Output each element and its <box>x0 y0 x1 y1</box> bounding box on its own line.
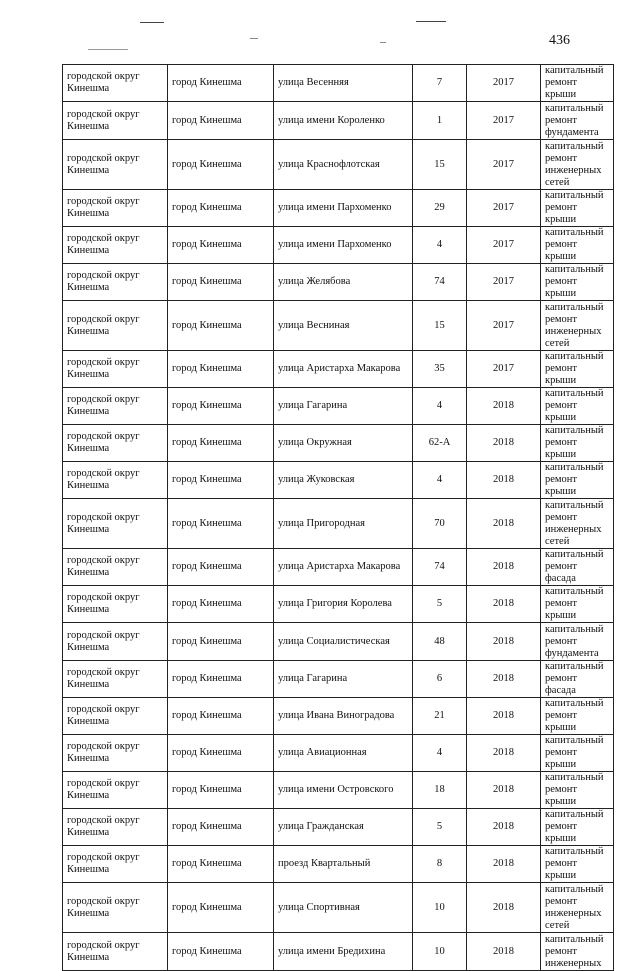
table-row <box>63 351 614 388</box>
table-row <box>63 140 614 190</box>
year-cell: 2017 <box>467 301 541 351</box>
work-type-cell: капитальный ремонт крыши <box>541 735 614 772</box>
year-cell: 2017 <box>467 190 541 227</box>
work-type-cell: капитальный ремонт крыши <box>541 227 614 264</box>
year-cell: 2018 <box>467 772 541 809</box>
city-cell: город Кинешма <box>168 65 274 102</box>
table-row <box>63 933 614 971</box>
district-cell: городской округ Кинешма <box>63 735 168 772</box>
house-number-cell: 15 <box>413 140 467 190</box>
city-cell: город Кинешма <box>168 102 274 140</box>
scan-mark <box>88 49 128 50</box>
street-cell: улица имени Короленко <box>274 102 413 140</box>
city-cell: город Кинешма <box>168 933 274 971</box>
work-type-cell: капитальный ремонт фасада <box>541 549 614 586</box>
year-cell: 2018 <box>467 846 541 883</box>
table-row <box>63 846 614 883</box>
housing-repair-table <box>62 64 614 971</box>
work-type-cell: капитальный ремонт инженерных сетей <box>541 301 614 351</box>
house-number-cell: 8 <box>413 846 467 883</box>
street-cell: улица Ивана Виноградова <box>274 698 413 735</box>
work-type-cell: капитальный ремонт крыши <box>541 846 614 883</box>
house-number-cell: 10 <box>413 883 467 933</box>
table-row <box>63 549 614 586</box>
city-cell: город Кинешма <box>168 883 274 933</box>
work-type-cell: капитальный ремонт крыши <box>541 264 614 301</box>
table-row <box>63 809 614 846</box>
work-type-cell: капитальный ремонт фундамента <box>541 102 614 140</box>
year-cell: 2017 <box>467 264 541 301</box>
district-cell: городской округ Кинешма <box>63 140 168 190</box>
city-cell: город Кинешма <box>168 735 274 772</box>
table-row <box>63 65 614 102</box>
year-cell: 2018 <box>467 735 541 772</box>
street-cell: проезд Квартальный <box>274 846 413 883</box>
district-cell: городской округ Кинешма <box>63 190 168 227</box>
district-cell: городской округ Кинешма <box>63 883 168 933</box>
work-type-cell: капитальный ремонт инженерных <box>541 933 614 971</box>
city-cell: город Кинешма <box>168 586 274 623</box>
year-cell: 2018 <box>467 883 541 933</box>
district-cell: городской округ Кинешма <box>63 499 168 549</box>
year-cell: 2017 <box>467 65 541 102</box>
district-cell: городской округ Кинешма <box>63 846 168 883</box>
district-cell: городской округ Кинешма <box>63 586 168 623</box>
city-cell: город Кинешма <box>168 623 274 661</box>
work-type-cell: капитальный ремонт инженерных сетей <box>541 499 614 549</box>
work-type-cell: капитальный ремонт крыши <box>541 190 614 227</box>
city-cell: город Кинешма <box>168 264 274 301</box>
house-number-cell: 4 <box>413 388 467 425</box>
district-cell: городской округ Кинешма <box>63 698 168 735</box>
city-cell: город Кинешма <box>168 846 274 883</box>
district-cell: городской округ Кинешма <box>63 661 168 698</box>
street-cell: улица Гагарина <box>274 388 413 425</box>
district-cell: городской округ Кинешма <box>63 301 168 351</box>
scan-mark <box>416 21 446 22</box>
work-type-cell: капитальный ремонт крыши <box>541 772 614 809</box>
street-cell: улица Желябова <box>274 264 413 301</box>
city-cell: город Кинешма <box>168 499 274 549</box>
work-type-cell: капитальный ремонт крыши <box>541 351 614 388</box>
house-number-cell: 21 <box>413 698 467 735</box>
city-cell: город Кинешма <box>168 388 274 425</box>
city-cell: город Кинешма <box>168 140 274 190</box>
street-cell: улица Григория Королева <box>274 586 413 623</box>
page-number: 436 <box>549 33 570 48</box>
house-number-cell: 74 <box>413 264 467 301</box>
work-type-cell: капитальный ремонт инженерных сетей <box>541 883 614 933</box>
house-number-cell: 18 <box>413 772 467 809</box>
year-cell: 2018 <box>467 933 541 971</box>
table-row <box>63 883 614 933</box>
table-row <box>63 661 614 698</box>
table-row <box>63 227 614 264</box>
table-row <box>63 462 614 499</box>
work-type-cell: капитальный ремонт крыши <box>541 698 614 735</box>
street-cell: улица Аристарха Макарова <box>274 549 413 586</box>
table-row <box>63 102 614 140</box>
house-number-cell: 5 <box>413 809 467 846</box>
district-cell: городской округ Кинешма <box>63 809 168 846</box>
city-cell: город Кинешма <box>168 425 274 462</box>
district-cell: городской округ Кинешма <box>63 549 168 586</box>
table-row <box>63 264 614 301</box>
house-number-cell: 4 <box>413 462 467 499</box>
house-number-cell: 74 <box>413 549 467 586</box>
district-cell: городской округ Кинешма <box>63 623 168 661</box>
district-cell: городской округ Кинешма <box>63 264 168 301</box>
district-cell: городской округ Кинешма <box>63 102 168 140</box>
street-cell: улица Пригородная <box>274 499 413 549</box>
street-cell: улица Спортивная <box>274 883 413 933</box>
table-row <box>63 190 614 227</box>
house-number-cell: 1 <box>413 102 467 140</box>
house-number-cell: 48 <box>413 623 467 661</box>
work-type-cell: капитальный ремонт фундамента <box>541 623 614 661</box>
district-cell: городской округ Кинешма <box>63 388 168 425</box>
work-type-cell: капитальный ремонт фасада <box>541 661 614 698</box>
city-cell: город Кинешма <box>168 809 274 846</box>
table-row <box>63 388 614 425</box>
district-cell: городской округ Кинешма <box>63 351 168 388</box>
city-cell: город Кинешма <box>168 462 274 499</box>
year-cell: 2018 <box>467 499 541 549</box>
street-cell: улица Авиационная <box>274 735 413 772</box>
city-cell: город Кинешма <box>168 661 274 698</box>
house-number-cell: 10 <box>413 933 467 971</box>
street-cell: улица Краснофлотская <box>274 140 413 190</box>
table-row <box>63 425 614 462</box>
house-number-cell: 35 <box>413 351 467 388</box>
district-cell: городской округ Кинешма <box>63 425 168 462</box>
house-number-cell: 29 <box>413 190 467 227</box>
street-cell: улица имени Пархоменко <box>274 190 413 227</box>
house-number-cell: 4 <box>413 735 467 772</box>
year-cell: 2018 <box>467 661 541 698</box>
work-type-cell: капитальный ремонт крыши <box>541 462 614 499</box>
district-cell: городской округ Кинешма <box>63 933 168 971</box>
year-cell: 2018 <box>467 586 541 623</box>
house-number-cell: 6 <box>413 661 467 698</box>
year-cell: 2017 <box>467 351 541 388</box>
work-type-cell: капитальный ремонт инженерных сетей <box>541 140 614 190</box>
city-cell: город Кинешма <box>168 772 274 809</box>
house-number-cell: 70 <box>413 499 467 549</box>
scan-mark <box>250 38 258 39</box>
street-cell: улица Весниная <box>274 301 413 351</box>
street-cell: улица имени Островского <box>274 772 413 809</box>
street-cell: улица Весенняя <box>274 65 413 102</box>
street-cell: улица Жуковская <box>274 462 413 499</box>
table-row <box>63 698 614 735</box>
year-cell: 2017 <box>467 227 541 264</box>
district-cell: городской округ Кинешма <box>63 227 168 264</box>
district-cell: городской округ Кинешма <box>63 772 168 809</box>
city-cell: город Кинешма <box>168 190 274 227</box>
district-cell: городской округ Кинешма <box>63 462 168 499</box>
year-cell: 2018 <box>467 462 541 499</box>
house-number-cell: 7 <box>413 65 467 102</box>
house-number-cell: 5 <box>413 586 467 623</box>
year-cell: 2018 <box>467 425 541 462</box>
work-type-cell: капитальный ремонт крыши <box>541 425 614 462</box>
table-row <box>63 735 614 772</box>
year-cell: 2017 <box>467 102 541 140</box>
street-cell: улица Аристарха Макарова <box>274 351 413 388</box>
table-row <box>63 623 614 661</box>
table-row <box>63 586 614 623</box>
work-type-cell: капитальный ремонт крыши <box>541 65 614 102</box>
table-row <box>63 499 614 549</box>
table-row <box>63 772 614 809</box>
scan-mark <box>140 22 164 23</box>
house-number-cell: 4 <box>413 227 467 264</box>
work-type-cell: капитальный ремонт крыши <box>541 586 614 623</box>
street-cell: улица имени Бредихина <box>274 933 413 971</box>
city-cell: город Кинешма <box>168 351 274 388</box>
house-number-cell: 15 <box>413 301 467 351</box>
scan-mark <box>380 42 386 43</box>
work-type-cell: капитальный ремонт крыши <box>541 388 614 425</box>
year-cell: 2018 <box>467 623 541 661</box>
year-cell: 2018 <box>467 809 541 846</box>
city-cell: город Кинешма <box>168 301 274 351</box>
district-cell: городской округ Кинешма <box>63 65 168 102</box>
street-cell: улица имени Пархоменко <box>274 227 413 264</box>
street-cell: улица Гагарина <box>274 661 413 698</box>
house-number-cell: 62-А <box>413 425 467 462</box>
table-row <box>63 301 614 351</box>
street-cell: улица Окружная <box>274 425 413 462</box>
street-cell: улица Социалистическая <box>274 623 413 661</box>
city-cell: город Кинешма <box>168 227 274 264</box>
work-type-cell: капитальный ремонт крыши <box>541 809 614 846</box>
year-cell: 2018 <box>467 388 541 425</box>
year-cell: 2017 <box>467 140 541 190</box>
city-cell: город Кинешма <box>168 698 274 735</box>
year-cell: 2018 <box>467 698 541 735</box>
street-cell: улица Гражданская <box>274 809 413 846</box>
year-cell: 2018 <box>467 549 541 586</box>
city-cell: город Кинешма <box>168 549 274 586</box>
